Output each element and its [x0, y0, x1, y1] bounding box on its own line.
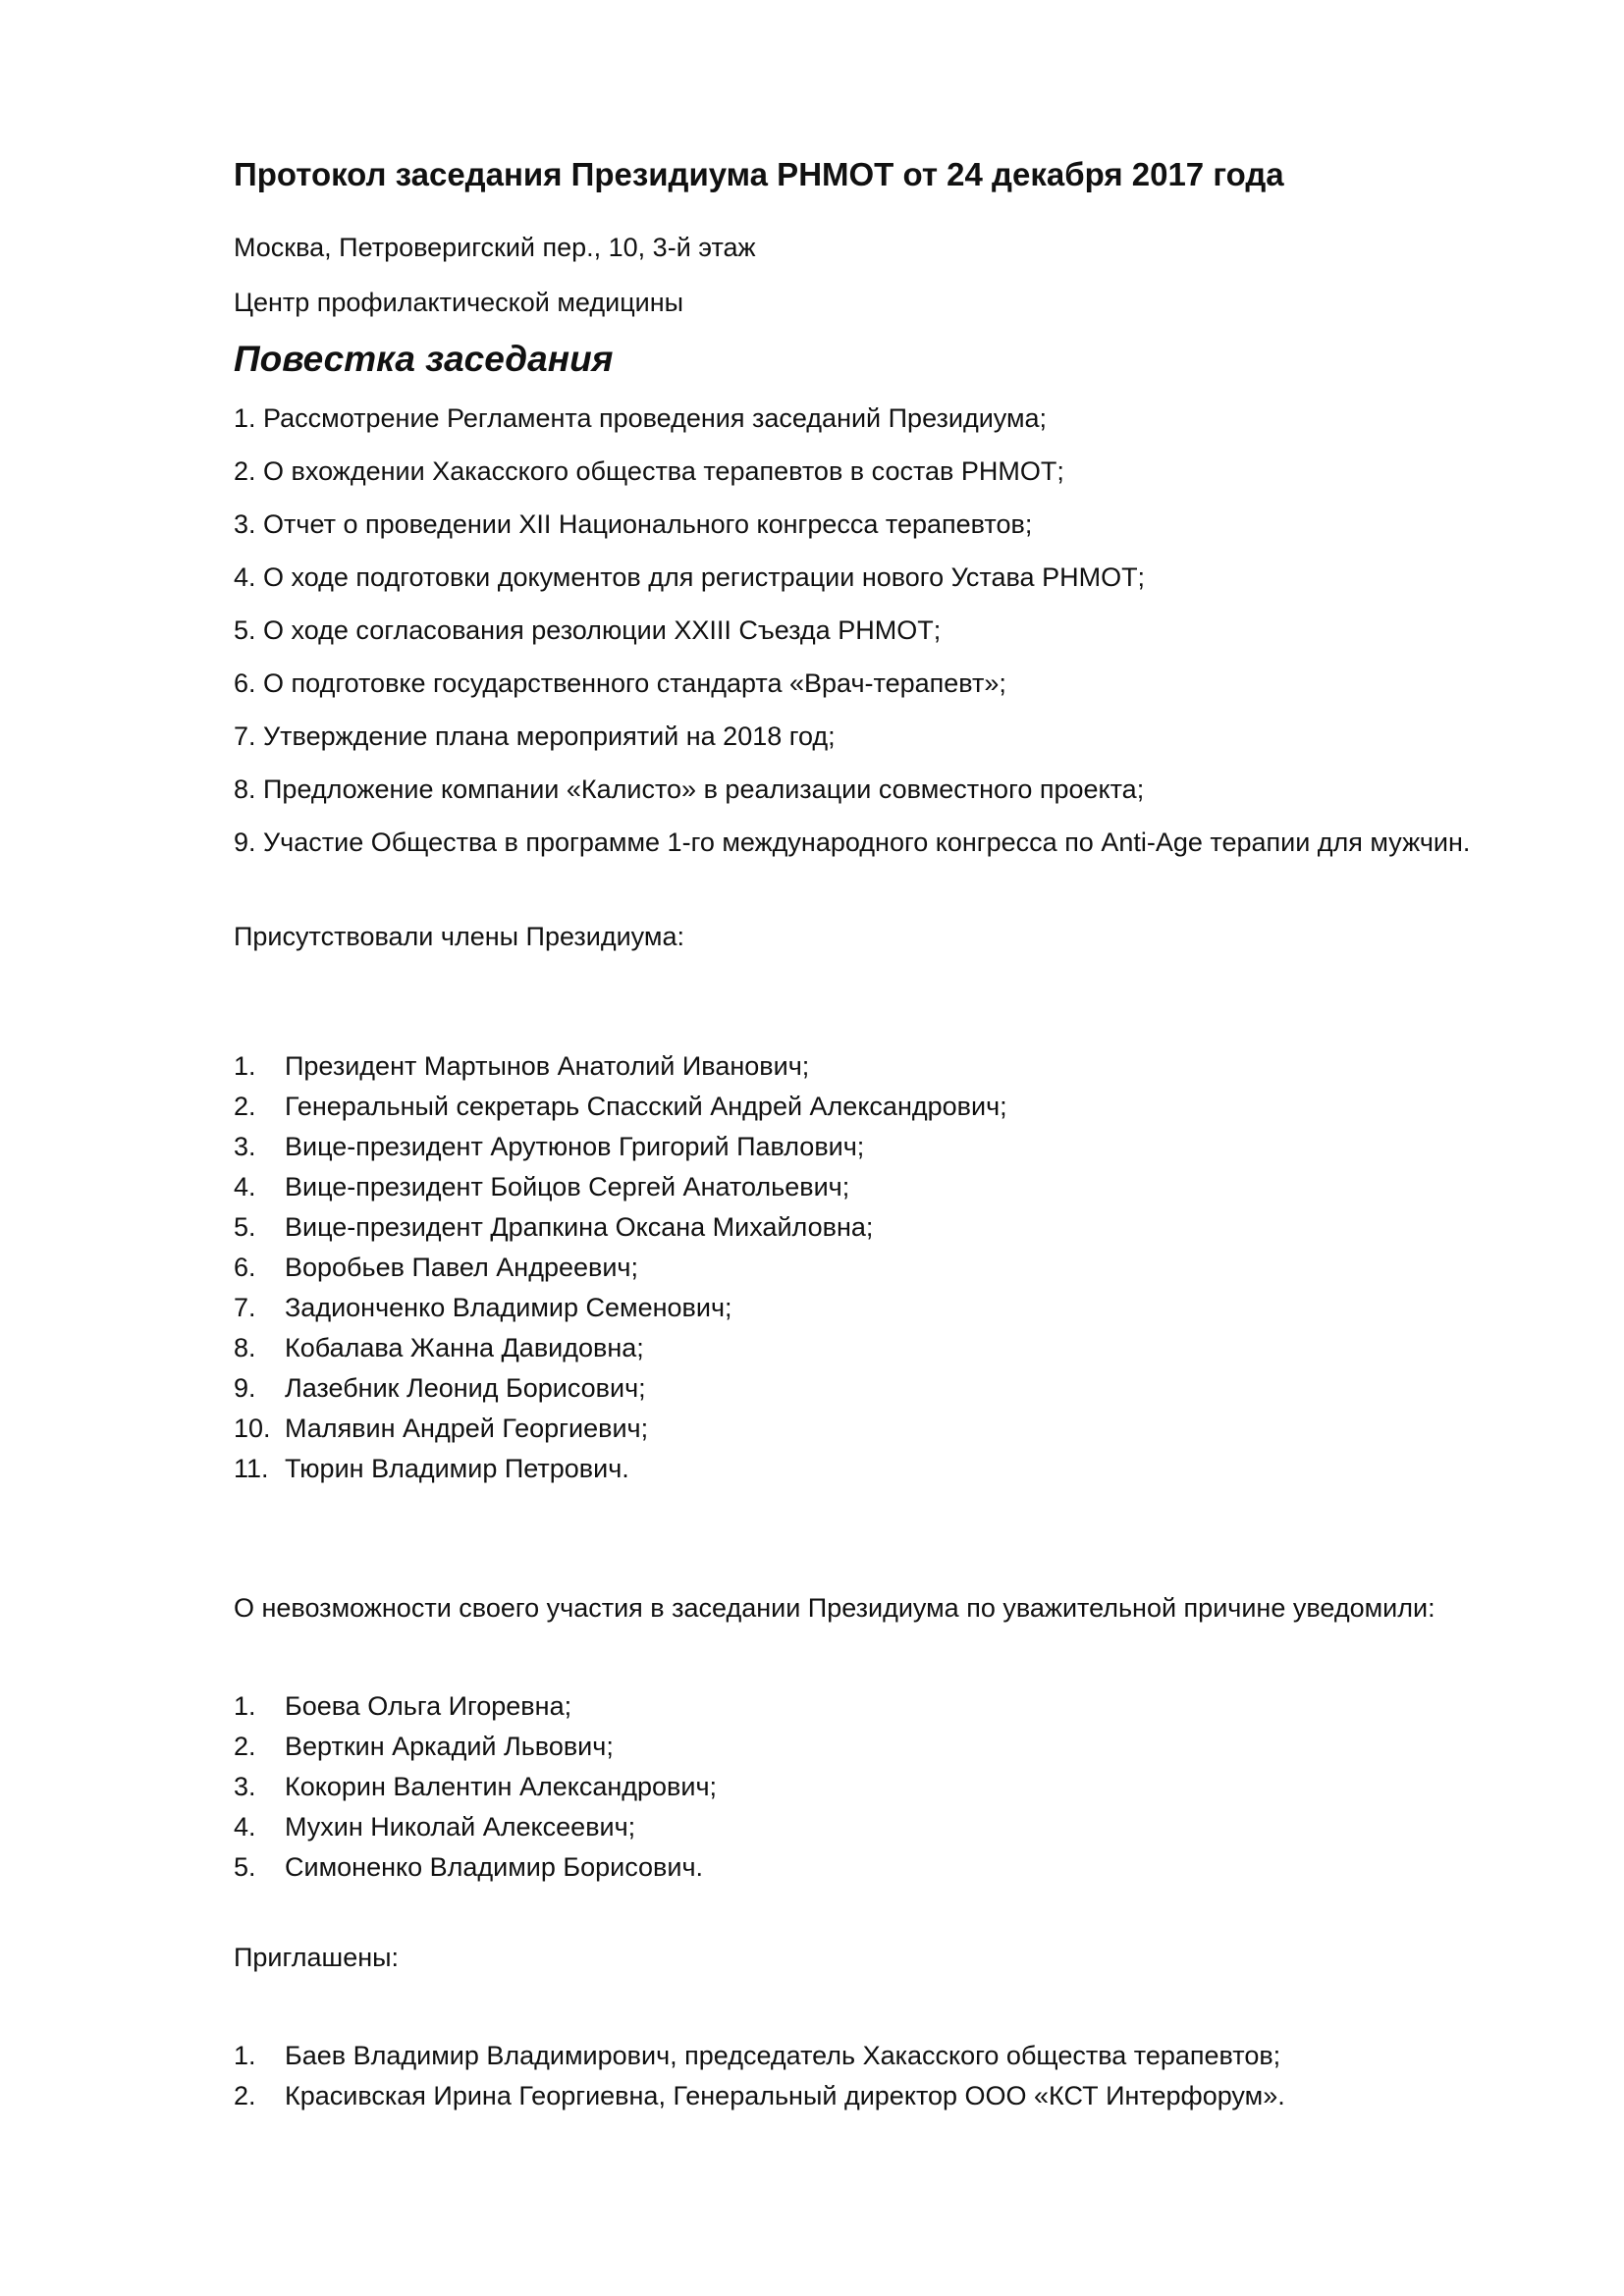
list-text: Вице-президент Арутюнов Григорий Павлович;	[285, 1132, 865, 1161]
list-number: 2.	[234, 1092, 256, 1121]
list-number: 4.	[234, 1172, 256, 1201]
list-item	[234, 1328, 1007, 1368]
absent-list	[234, 1686, 717, 1888]
list-number: 5.	[234, 1212, 256, 1242]
agenda-item: 4. О ходе подготовки документов для регистрации нового Устава РНМОТ;	[234, 562, 1146, 592]
list-text: Генеральный секретарь Спасский Андрей Александрович;	[285, 1092, 1007, 1121]
list-item	[234, 1727, 717, 1767]
list-text: Лазебник Леонид Борисович;	[285, 1373, 646, 1403]
list-number: 6.	[234, 1253, 256, 1282]
present-list	[234, 1046, 1007, 1489]
list-number: 5.	[234, 1852, 256, 1882]
agenda-item: 3. Отчет о проведении XII Национального конгресса терапевтов;	[234, 509, 1033, 539]
list-item	[234, 1046, 1007, 1087]
list-text: Баев Владимир Владимирович, председатель Хакасского общества терапевтов;	[285, 2041, 1281, 2070]
list-item	[234, 1288, 1007, 1328]
list-number: 7.	[234, 1293, 256, 1322]
agenda-item: 1. Рассмотрение Регламента проведения заседаний Президиума;	[234, 403, 1048, 433]
list-text: Боева Ольга Игоревна;	[285, 1691, 572, 1721]
present-label: Присутствовали члены Президиума:	[234, 922, 684, 951]
list-text: Кокорин Валентин Александрович;	[285, 1772, 718, 1801]
list-number: 8.	[234, 1333, 256, 1362]
list-text: Мухин Николай Алексеевич;	[285, 1812, 636, 1842]
document-title: Протокол заседания Президиума РНМОТ от 24 декабря 2017 года	[234, 156, 1284, 192]
list-item	[234, 1449, 1007, 1489]
list-number: 3.	[234, 1132, 256, 1161]
agenda-heading: Повестка заседания	[234, 339, 614, 379]
list-number: 1.	[234, 2041, 256, 2070]
list-item	[234, 1368, 1007, 1409]
list-text: Тюрин Владимир Петрович.	[285, 1454, 629, 1483]
list-number: 2.	[234, 1732, 256, 1761]
invited-label: Приглашены:	[234, 1943, 400, 1972]
agenda-item: 7. Утверждение плана мероприятий на 2018 год;	[234, 721, 836, 751]
agenda-item: 8. Предложение компании «Калисто» в реализации совместного проекта;	[234, 774, 1145, 804]
list-item	[234, 2036, 1285, 2076]
agenda-item: 6. О подготовке государственного стандарта «Врач-терапевт»;	[234, 668, 1006, 698]
list-number: 1.	[234, 1051, 256, 1081]
list-item	[234, 2076, 1285, 2116]
list-text: Красивская Ирина Георгиевна, Генеральный директор ООО «КСТ Интерфорум».	[285, 2081, 1285, 2110]
list-item	[234, 1167, 1007, 1207]
list-text: Верткин Аркадий Львович;	[285, 1732, 614, 1761]
list-item	[234, 1409, 1007, 1449]
list-item	[234, 1087, 1007, 1127]
meeting-address: Москва, Петроверигский пер., 10, 3-й этаж	[234, 233, 756, 262]
list-item	[234, 1127, 1007, 1167]
list-number: 9.	[234, 1373, 256, 1403]
list-text: Вице-президент Драпкина Оксана Михайловна;	[285, 1212, 874, 1242]
agenda-item: 9. Участие Общества в программе 1-го международного конгресса по Anti-Age терапии для мужчин.	[234, 828, 1471, 857]
list-text: Симоненко Владимир Борисович.	[285, 1852, 704, 1882]
list-text: Воробьев Павел Андреевич;	[285, 1253, 639, 1282]
list-item	[234, 1686, 717, 1727]
list-item	[234, 1767, 717, 1807]
agenda-item: 2. О вхождении Хакасского общества терапевтов в состав РНМОТ;	[234, 456, 1064, 486]
list-item	[234, 1248, 1007, 1288]
meeting-venue: Центр профилактической медицины	[234, 288, 684, 317]
list-text: Малявин Андрей Георгиевич;	[285, 1414, 649, 1443]
list-item	[234, 1847, 717, 1888]
list-number: 1.	[234, 1691, 256, 1721]
list-number: 4.	[234, 1812, 256, 1842]
list-number: 11.	[234, 1454, 269, 1483]
list-item	[234, 1807, 717, 1847]
absent-label: О невозможности своего участия в заседании Президиума по уважительной причине уведомили:	[234, 1593, 1435, 1623]
list-number: 2.	[234, 2081, 256, 2110]
list-text: Задионченко Владимир Семенович;	[285, 1293, 732, 1322]
list-text: Кобалава Жанна Давидовна;	[285, 1333, 644, 1362]
list-text: Президент Мартынов Анатолий Иванович;	[285, 1051, 810, 1081]
list-number: 10.	[234, 1414, 271, 1443]
list-text: Вице-президент Бойцов Сергей Анатольевич;	[285, 1172, 850, 1201]
list-number: 3.	[234, 1772, 256, 1801]
invited-list	[234, 2036, 1285, 2116]
list-item	[234, 1207, 1007, 1248]
agenda-item: 5. О ходе согласования резолюции XXIII Съезда РНМОТ;	[234, 615, 942, 645]
